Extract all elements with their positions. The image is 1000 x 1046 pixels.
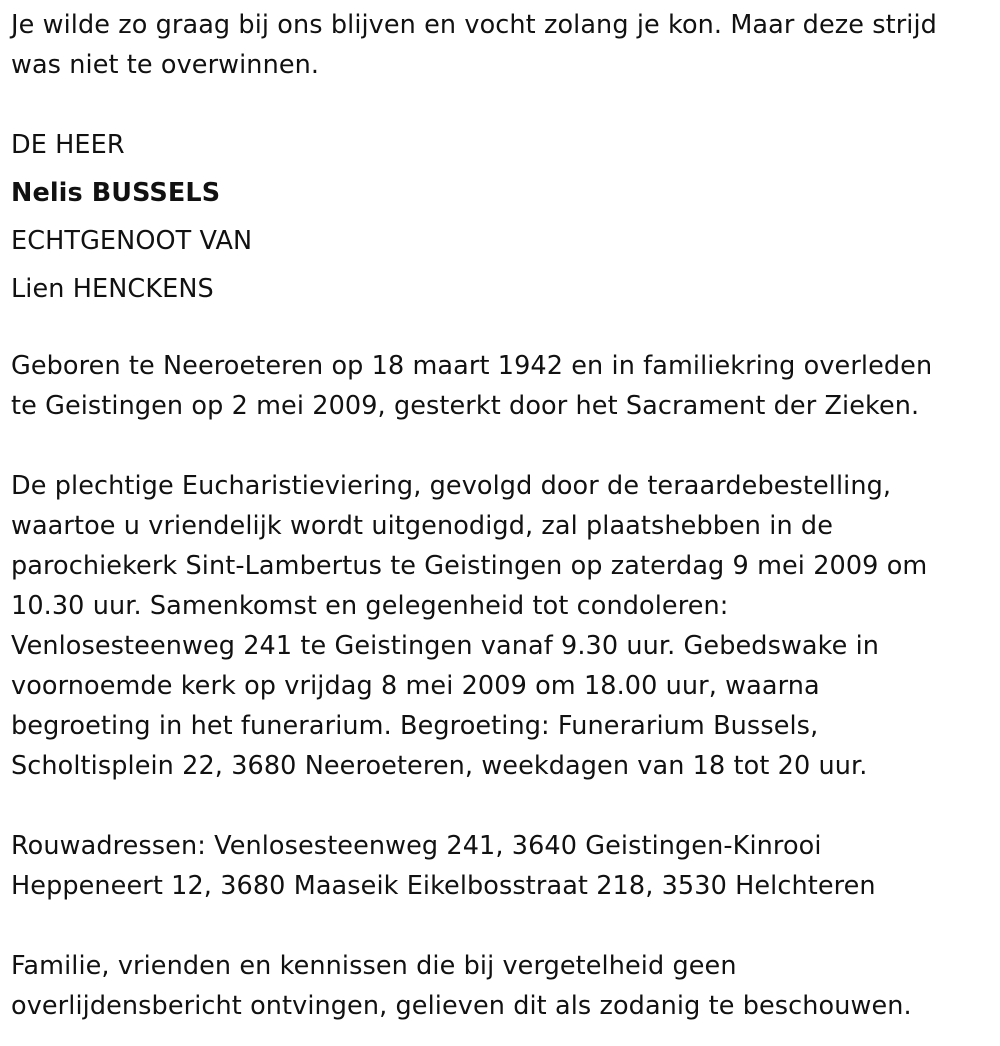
ceremony-line: waartoe u vriendelijk wordt uitgenodigd, zal plaatshebben in de xyxy=(11,511,834,541)
intro-line: Je wilde zo graag bij ons blijven en vocht zolang je kon. Maar deze strijd xyxy=(11,10,937,40)
ceremony-paragraph xyxy=(11,466,991,786)
ceremony-line: 10.30 uur. Samenkomst en gelegenheid tot condoleren: xyxy=(11,591,729,621)
deceased-name: Nelis BUSSELS xyxy=(11,178,221,208)
death-notice-document xyxy=(11,5,991,1026)
name-block xyxy=(11,121,991,313)
title-line: DE HEER xyxy=(11,130,125,160)
ceremony-line: voornoemde kerk op vrijdag 8 mei 2009 om 18.00 uur, waarna xyxy=(11,671,820,701)
ceremony-line: parochiekerk Sint-Lambertus te Geistingen op zaterdag 9 mei 2009 om xyxy=(11,551,928,581)
intro-line: was niet te overwinnen. xyxy=(11,50,320,80)
birth-death-paragraph xyxy=(11,346,991,426)
ceremony-line: begroeting in het funerarium. Begroeting: Funerarium Bussels, xyxy=(11,711,819,741)
birth-death-line: te Geistingen op 2 mei 2009, gesterkt door het Sacrament der Zieken. xyxy=(11,391,920,421)
ceremony-line: De plechtige Eucharistieviering, gevolgd door de teraardebestelling, xyxy=(11,471,892,501)
birth-death-line: Geboren te Neeroeteren op 18 maart 1942 en in familiekring overleden xyxy=(11,351,933,381)
closing-line: overlijdensbericht ontvingen, gelieven dit als zodanig te beschouwen. xyxy=(11,991,912,1021)
addresses-paragraph xyxy=(11,826,991,906)
address-line: Heppeneert 12, 3680 Maaseik Eikelbosstraat 218, 3530 Helchteren xyxy=(11,871,876,901)
closing-line: Familie, vrienden en kennissen die bij vergetelheid geen xyxy=(11,951,737,981)
address-line: Rouwadressen: Venlosesteenweg 241, 3640 Geistingen-Kinrooi xyxy=(11,831,822,861)
spouse-name: Lien HENCKENS xyxy=(11,274,214,304)
relation-line: ECHTGENOOT VAN xyxy=(11,226,253,256)
intro-paragraph xyxy=(11,5,991,85)
closing-paragraph xyxy=(11,946,991,1026)
ceremony-line: Venlosesteenweg 241 te Geistingen vanaf 9.30 uur. Gebedswake in xyxy=(11,631,880,661)
ceremony-line: Scholtisplein 22, 3680 Neeroeteren, weekdagen van 18 tot 20 uur. xyxy=(11,751,868,781)
